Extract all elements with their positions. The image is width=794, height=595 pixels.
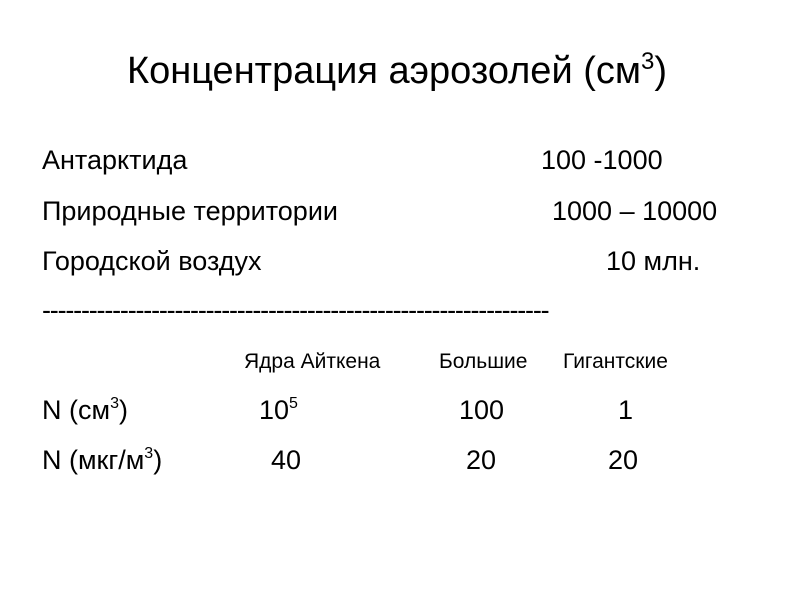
row-label-mass-sup: 3 bbox=[144, 445, 154, 462]
row-label-mass bbox=[42, 444, 162, 476]
cell-mass-aitken: 40 bbox=[271, 445, 302, 475]
title-main: Концентрация аэрозолей (см bbox=[126, 50, 642, 92]
header-giant: Гигантские bbox=[563, 350, 668, 373]
row-label-mass-main: N (мкг/м bbox=[42, 445, 145, 475]
cell-mass-large: 20 bbox=[466, 445, 497, 475]
title-close: ) bbox=[654, 50, 668, 92]
cell-count-giant: 1 bbox=[618, 395, 634, 425]
region-value-natural: 1000 – 10000 bbox=[552, 196, 718, 226]
row-label-mass-close: ) bbox=[153, 445, 163, 475]
row-label-count-close: ) bbox=[118, 395, 128, 425]
row-label-count bbox=[42, 394, 128, 426]
cell-count-aitken bbox=[259, 394, 298, 426]
cell-count-large: 100 bbox=[459, 395, 505, 425]
region-name-urban: Городской воздух bbox=[42, 246, 262, 276]
cell-count-aitken-base: 10 bbox=[259, 395, 290, 425]
region-value-antarctica: 100 -1000 bbox=[541, 145, 663, 175]
region-name-antarctica: Антарктида bbox=[42, 145, 188, 175]
title-superscript: 3 bbox=[641, 48, 655, 75]
header-large: Большие bbox=[439, 350, 528, 373]
row-label-count-main: N (см bbox=[42, 395, 111, 425]
row-label-count-sup: 3 bbox=[110, 395, 119, 412]
cell-count-aitken-exp: 5 bbox=[289, 395, 298, 412]
region-name-natural: Природные территории bbox=[42, 196, 338, 226]
separator-line: ----------------------------------------------------------------- bbox=[42, 295, 549, 325]
region-value-urban: 10 млн. bbox=[606, 246, 701, 276]
header-aitken: Ядра Айткена bbox=[244, 350, 381, 373]
cell-mass-giant: 20 bbox=[608, 445, 639, 475]
page-title bbox=[0, 48, 794, 94]
